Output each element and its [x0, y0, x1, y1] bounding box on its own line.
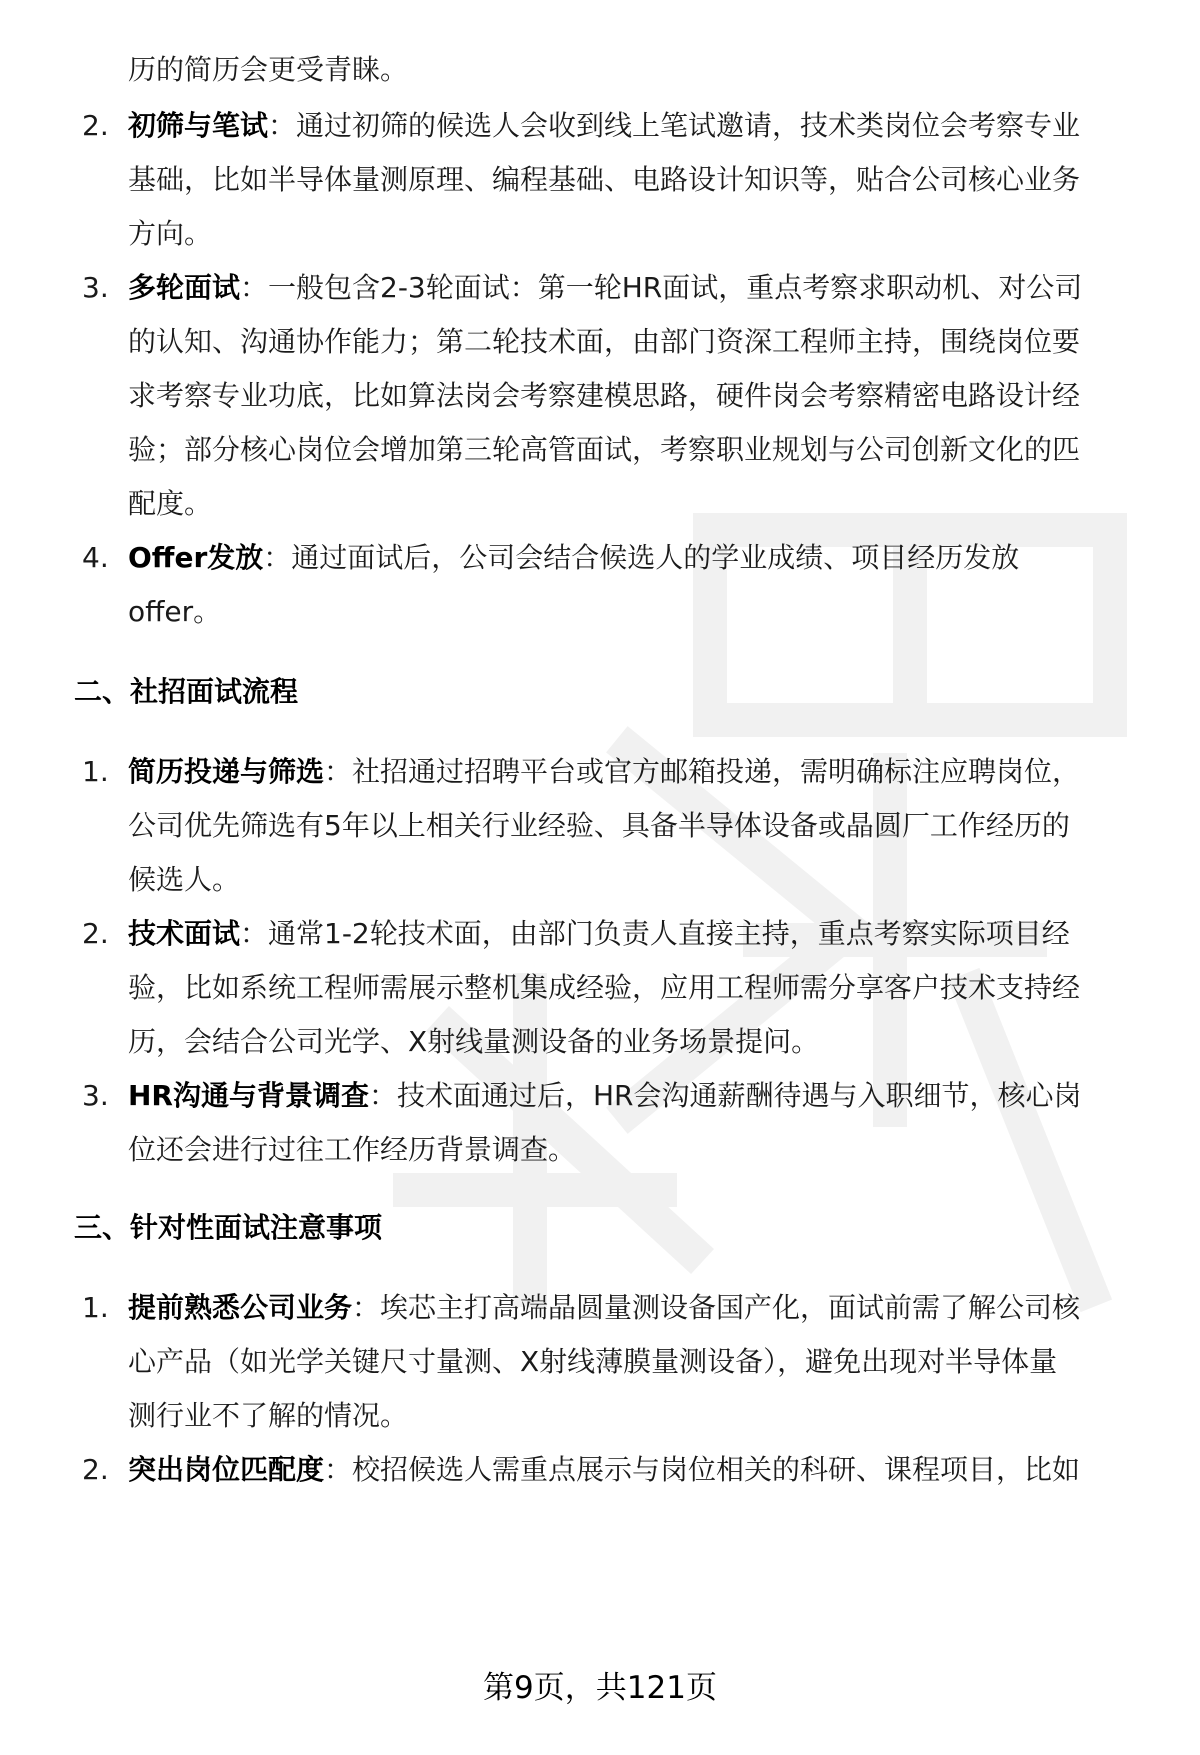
item-title: 初筛与笔试	[128, 109, 269, 142]
item-title: HR沟通与背景调查	[128, 1079, 369, 1112]
item-text-line: 验；部分核心岗位会增加第三轮高管面试，考察职业规划与公司创新文化的匹	[128, 433, 1081, 466]
item-text-line: 基础，比如半导体量测原理、编程基础、电路设计知识等，贴合公司核心业务	[128, 163, 1081, 196]
section-heading: 三、针对性面试注意事项	[74, 1211, 383, 1244]
item-text: ：技术面通过后，HR会沟通薪酬待遇与入职细节，核心岗	[369, 1079, 1082, 1112]
list-item	[128, 1288, 1080, 1328]
page-number-footer: 第9页，共121页	[483, 1670, 717, 1706]
item-text-line: 心产品（如光学关键尺寸量测、X射线薄膜量测设备），避免出现对半导体量	[128, 1345, 1058, 1378]
list-number: 2.	[82, 109, 109, 142]
item-text-line: 公司优先筛选有5年以上相关行业经验、具备半导体设备或晶圆厂工作经历的	[128, 809, 1070, 842]
item-text: ：校招候选人需重点展示与岗位相关的科研、课程项目，比如	[324, 1453, 1081, 1486]
list-item	[128, 106, 1080, 146]
item-text-line: 配度。	[128, 487, 213, 520]
list-item	[128, 914, 1070, 954]
item-text: ：通过初筛的候选人会收到线上笔试邀请，技术类岗位会考察专业	[268, 109, 1081, 142]
item-text-line: 的认知、沟通协作能力；第二轮技术面，由部门资深工程师主持，围绕岗位要	[128, 325, 1081, 358]
item-text-line: offer。	[128, 595, 222, 628]
list-item	[128, 752, 1080, 792]
list-item	[128, 1450, 1080, 1490]
list-number: 1.	[82, 755, 109, 788]
section-heading: 二、社招面试流程	[74, 675, 299, 708]
list-number: 3.	[82, 271, 109, 304]
item-title: 提前熟悉公司业务	[128, 1291, 353, 1324]
item-title: 突出岗位匹配度	[128, 1453, 325, 1486]
list-number: 2.	[82, 1453, 109, 1486]
item-text-line: 历，会结合公司光学、X射线量测设备的业务场景提问。	[128, 1025, 820, 1058]
continuation-line: 历的简历会更受青睐。	[128, 53, 409, 86]
list-number: 3.	[82, 1079, 109, 1112]
item-text: ：一般包含2-3轮面试：第一轮HR面试，重点考察求职动机、对公司	[240, 271, 1083, 304]
list-item	[128, 1076, 1082, 1116]
item-text: ：通常1-2轮技术面，由部门负责人直接主持，重点考察实际项目经	[240, 917, 1070, 950]
item-text-line: 方向。	[128, 217, 213, 250]
item-text-line: 求考察专业功底，比如算法岗会考察建模思路，硬件岗会考察精密电路设计经	[128, 379, 1081, 412]
item-text: ：通过面试后，公司会结合候选人的学业成绩、项目经历发放	[263, 541, 1020, 574]
item-text-line: 候选人。	[128, 863, 241, 896]
item-title: 多轮面试	[128, 271, 241, 304]
item-title: 简历投递与筛选	[128, 755, 325, 788]
item-text-line: 验，比如系统工程师需展示整机集成经验，应用工程师需分享客户技术支持经	[128, 971, 1081, 1004]
list-number: 4.	[82, 541, 109, 574]
item-text-line: 测行业不了解的情况。	[128, 1399, 409, 1432]
list-number: 2.	[82, 917, 109, 950]
item-title: 技术面试	[128, 917, 241, 950]
item-text: ：埃芯主打高端晶圆量测设备国产化，面试前需了解公司核	[352, 1291, 1081, 1324]
item-text: ：社招通过招聘平台或官方邮箱投递，需明确标注应聘岗位，	[324, 755, 1081, 788]
item-title: Offer发放	[128, 541, 264, 574]
list-item	[128, 538, 1019, 578]
list-item	[128, 268, 1082, 308]
list-number: 1.	[82, 1291, 109, 1324]
item-text-line: 位还会进行过往工作经历背景调查。	[128, 1133, 577, 1166]
